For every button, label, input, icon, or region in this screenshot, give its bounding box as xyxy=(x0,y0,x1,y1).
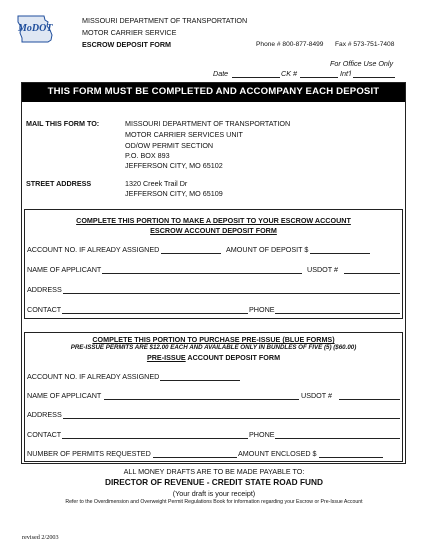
revised-date: revised 2/2003 xyxy=(22,534,59,541)
preissue-usdot-input[interactable] xyxy=(339,399,400,400)
form-title: ESCROW DEPOSIT FORM xyxy=(82,40,172,49)
preissue-sub-rest: ACCOUNT DEPOSIT FORM xyxy=(185,353,281,362)
preissue-usdot-label: USDOT # xyxy=(301,391,333,400)
deposit-account-input[interactable] xyxy=(161,253,221,254)
preissue-name-label: NAME OF APPLICANT xyxy=(27,391,102,400)
deposit-name-label: NAME OF APPLICANT xyxy=(27,265,102,274)
preissue-amount-label: AMOUNT ENCLOSED $ xyxy=(238,449,317,458)
street-line: JEFFERSON CITY, MO 65109 xyxy=(125,189,223,198)
fax-number: Fax # 573-751-7408 xyxy=(335,41,395,48)
deposit-phone-label: PHONE xyxy=(249,305,275,314)
deposit-account-label: ACCOUNT NO. IF ALREADY ASSIGNED xyxy=(27,245,160,254)
preissue-contact-input[interactable] xyxy=(62,438,248,439)
street-line: 1320 Creek Trail Dr xyxy=(125,179,188,188)
preissue-address-input[interactable] xyxy=(63,418,400,419)
mail-line: JEFFERSON CITY, MO 65102 xyxy=(125,161,223,170)
office-ck-label: CK # xyxy=(281,69,297,78)
preissue-account-label: ACCOUNT NO. IF ALREADY ASSIGNED xyxy=(27,372,160,381)
deposit-usdot-input[interactable] xyxy=(344,273,400,274)
deposit-address-label: ADDRESS xyxy=(27,285,62,294)
mail-label: MAIL THIS FORM TO: xyxy=(26,119,100,128)
office-ck-line xyxy=(300,77,338,78)
deposit-address-input[interactable] xyxy=(63,293,400,294)
payee-fund: DIRECTOR OF REVENUE - CREDIT STATE ROAD FUND xyxy=(104,477,324,487)
office-initials-line xyxy=(353,77,395,78)
preissue-account-input[interactable] xyxy=(160,380,240,381)
logo-text: MoDOT xyxy=(18,23,53,34)
street-label: STREET ADDRESS xyxy=(26,179,92,188)
deposit-heading: COMPLETE THIS PORTION TO MAKE A DEPOSIT TO YOUR ESCROW ACCOUNT xyxy=(76,216,351,225)
modot-logo xyxy=(14,13,56,45)
mail-line: OD/OW PERMIT SECTION xyxy=(125,141,214,150)
deposit-phone-input[interactable] xyxy=(275,313,400,314)
dept-name: MISSOURI DEPARTMENT OF TRANSPORTATION xyxy=(82,16,248,25)
phone-number: Phone # 800-877-8499 xyxy=(256,41,324,48)
preissue-contact-label: CONTACT xyxy=(27,430,62,439)
mail-line: MISSOURI DEPARTMENT OF TRANSPORTATION xyxy=(125,119,291,128)
regulations-note: Refer to the Overdimension and Overweight Permit Regulations Book for information regarding your Escrow or Pre-Issue Account xyxy=(65,499,363,505)
receipt-note: (Your draft is your receipt) xyxy=(172,489,256,498)
deposit-subheading: ESCROW ACCOUNT DEPOSIT FORM xyxy=(150,226,277,235)
mail-line: MOTOR CARRIER SERVICES UNIT xyxy=(125,130,243,139)
service-name: MOTOR CARRIER SERVICE xyxy=(82,28,177,37)
office-date-label: Date xyxy=(213,69,229,78)
office-initials-label: Int'l xyxy=(340,69,351,78)
preissue-subheading xyxy=(24,353,403,362)
office-date-line xyxy=(232,77,280,78)
office-use-title: For Office Use Only xyxy=(330,59,394,68)
preissue-name-input[interactable] xyxy=(104,399,299,400)
banner: THIS FORM MUST BE COMPLETED AND ACCOMPANY EACH DEPOSIT xyxy=(21,82,406,102)
preissue-address-label: ADDRESS xyxy=(27,410,62,419)
payable-to: ALL MONEY DRAFTS ARE TO BE MADE PAYABLE TO: xyxy=(123,467,305,476)
preissue-amount-input[interactable] xyxy=(319,457,383,458)
deposit-usdot-label: USDOT # xyxy=(307,265,339,274)
deposit-contact-label: CONTACT xyxy=(27,305,62,314)
preissue-permits-input[interactable] xyxy=(153,457,237,458)
deposit-amount-label: AMOUNT OF DEPOSIT $ xyxy=(226,245,309,254)
preissue-phone-input[interactable] xyxy=(275,438,400,439)
preissue-heading: COMPLETE THIS PORTION TO PURCHASE PRE-ISSUE (BLUE FORMS) xyxy=(92,335,335,344)
mail-line: P.O. BOX 893 xyxy=(125,151,170,160)
preissue-sub-underlined: PRE-ISSUE xyxy=(146,353,186,362)
preissue-note: PRE-ISSUE PERMITS ARE $12.00 EACH AND AVAILABLE ONLY IN BUNDLES OF FIVE (5) ($60.00) xyxy=(70,344,357,351)
deposit-name-input[interactable] xyxy=(102,273,302,274)
deposit-amount-input[interactable] xyxy=(310,253,370,254)
deposit-contact-input[interactable] xyxy=(62,313,248,314)
preissue-permits-label: NUMBER OF PERMITS REQUESTED xyxy=(27,449,151,458)
preissue-phone-label: PHONE xyxy=(249,430,275,439)
